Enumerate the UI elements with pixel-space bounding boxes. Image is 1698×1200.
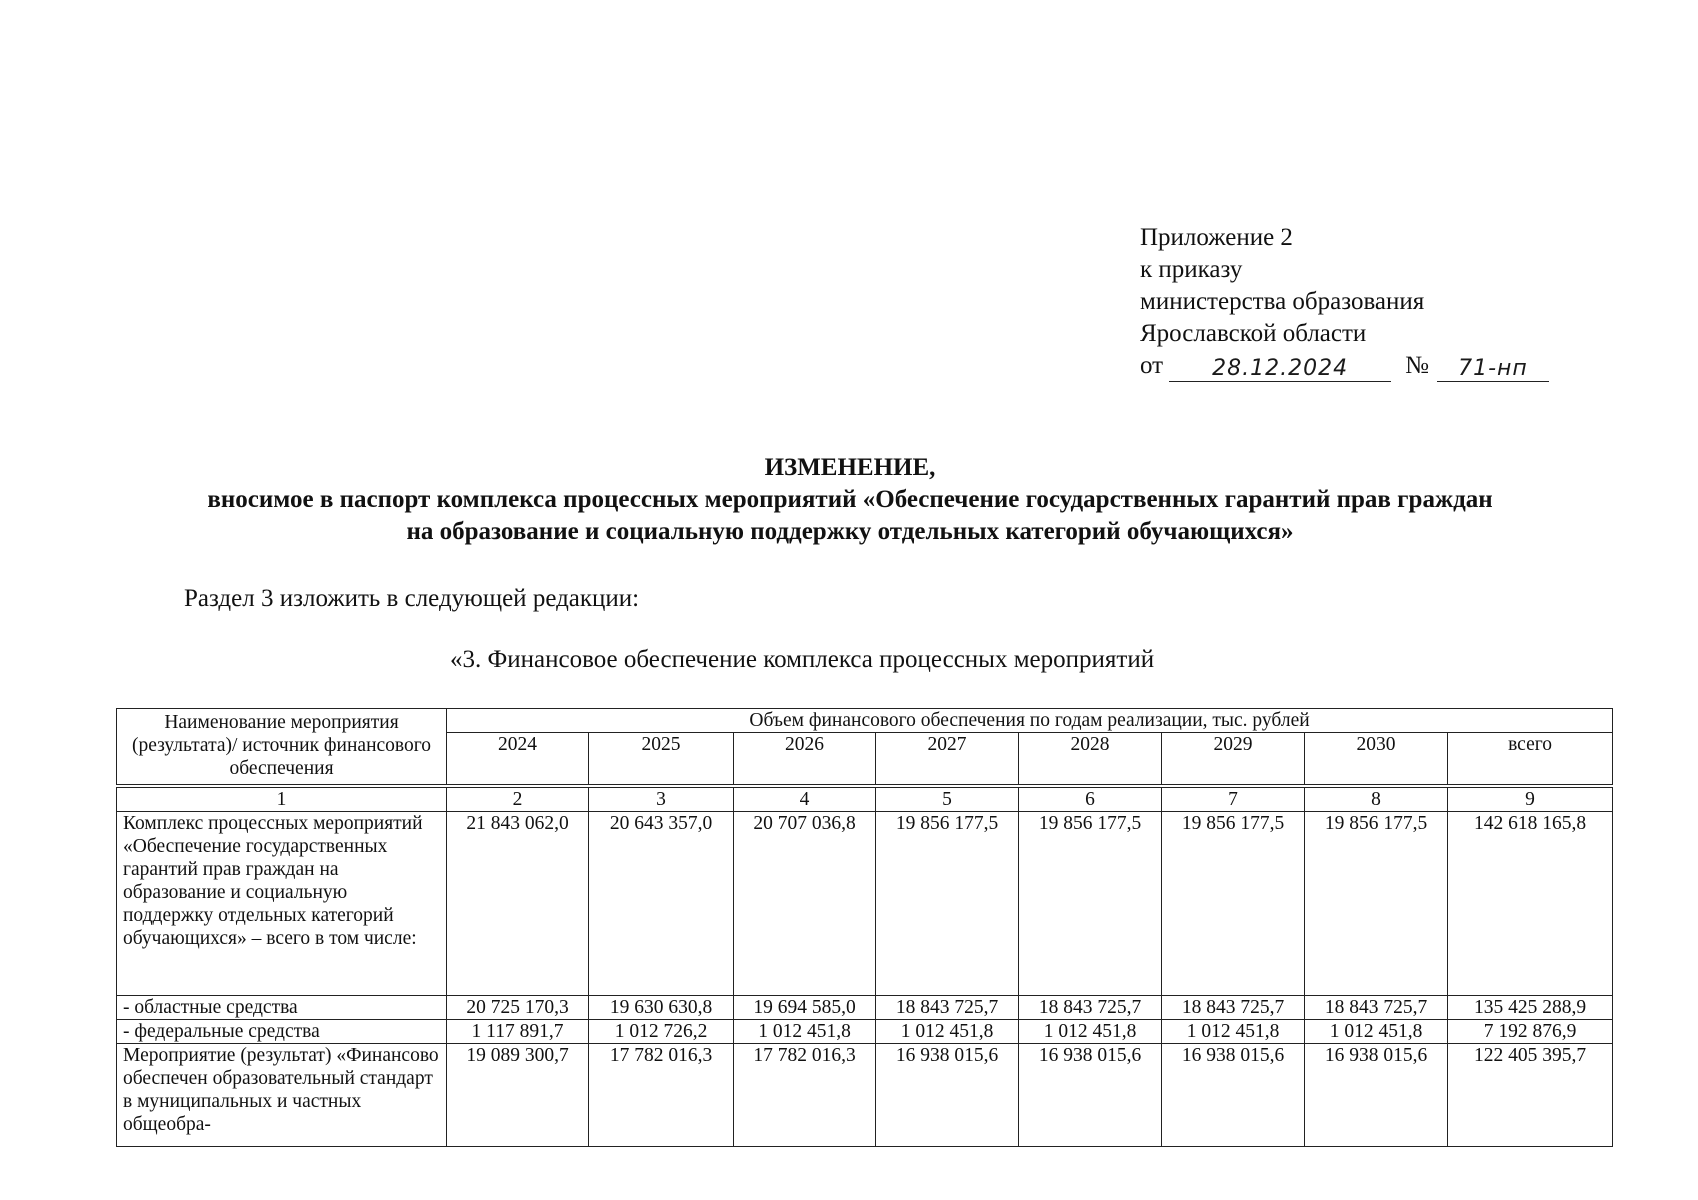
row-value: 17 782 016,3 bbox=[589, 1044, 734, 1147]
row-value: 16 938 015,6 bbox=[876, 1044, 1019, 1147]
document-title bbox=[90, 452, 1610, 548]
row-value: 17 782 016,3 bbox=[734, 1044, 876, 1147]
row-value: 19 856 177,5 bbox=[1019, 812, 1162, 996]
handwritten-date: 28.12.2024 bbox=[1169, 357, 1391, 382]
header-year: 2028 bbox=[1019, 733, 1162, 785]
title-subline-2: на образование и социальную поддержку отдельных категорий обучающихся» bbox=[406, 518, 1294, 545]
row-value: 1 012 451,8 bbox=[1019, 1020, 1162, 1044]
row-value: 19 694 585,0 bbox=[734, 996, 876, 1020]
row-value: 19 856 177,5 bbox=[1305, 812, 1448, 996]
header-year: 2024 bbox=[447, 733, 589, 785]
handwritten-number: 71-нп bbox=[1437, 357, 1549, 382]
column-number: 8 bbox=[1305, 788, 1448, 812]
column-number: 6 bbox=[1019, 788, 1162, 812]
row-total: 142 618 165,8 bbox=[1448, 812, 1613, 996]
row-value: 20 643 357,0 bbox=[589, 812, 734, 996]
financing-table bbox=[116, 708, 1613, 1147]
column-number: 9 bbox=[1448, 788, 1613, 812]
appendix-ministry: министерства образования bbox=[1140, 288, 1425, 315]
appendix-order-ref: к приказу bbox=[1140, 256, 1243, 283]
row-value: 1 117 891,7 bbox=[447, 1020, 589, 1044]
column-number: 4 bbox=[734, 788, 876, 812]
appendix-date-line bbox=[1140, 350, 1600, 382]
header-year: 2026 bbox=[734, 733, 876, 785]
row-value: 19 630 630,8 bbox=[589, 996, 734, 1020]
appendix-title: Приложение 2 bbox=[1140, 224, 1293, 251]
header-year: 2025 bbox=[589, 733, 734, 785]
row-total: 122 405 395,7 bbox=[1448, 1044, 1613, 1147]
table-row bbox=[117, 1044, 1613, 1147]
column-number: 1 bbox=[117, 788, 447, 812]
row-value: 16 938 015,6 bbox=[1305, 1044, 1448, 1147]
column-number-row bbox=[117, 788, 1613, 812]
row-name: - федеральные средства bbox=[117, 1020, 447, 1044]
row-value: 20 707 036,8 bbox=[734, 812, 876, 996]
header-year: 2029 bbox=[1162, 733, 1305, 785]
row-value: 16 938 015,6 bbox=[1019, 1044, 1162, 1147]
table-row bbox=[117, 812, 1613, 996]
appendix-region: Ярославской области bbox=[1140, 320, 1367, 347]
header-name: Наименование мероприятия (результата)/ источник финансового обеспечения bbox=[117, 709, 447, 785]
row-value: 20 725 170,3 bbox=[447, 996, 589, 1020]
number-sign: № bbox=[1405, 352, 1429, 379]
row-value: 18 843 725,7 bbox=[876, 996, 1019, 1020]
row-value: 1 012 451,8 bbox=[1305, 1020, 1448, 1044]
row-name: Мероприятие (результат) «Финансово обеспечен образовательный стандарт в муниципальных и частных общеобра- bbox=[117, 1044, 447, 1147]
row-name: Комплекс процессных мероприятий «Обеспечение государственных гарантий прав граждан на образование и социальную поддержку отдельных категорий обучающихся» – всего в том числе: bbox=[117, 812, 447, 996]
row-value: 19 089 300,7 bbox=[447, 1044, 589, 1147]
table-caption: «3. Финансовое обеспечение комплекса процессных мероприятий bbox=[450, 646, 1155, 673]
header-year: 2030 bbox=[1305, 733, 1448, 785]
row-value: 1 012 726,2 bbox=[589, 1020, 734, 1044]
row-value: 18 843 725,7 bbox=[1305, 996, 1448, 1020]
row-value: 19 856 177,5 bbox=[1162, 812, 1305, 996]
row-value: 16 938 015,6 bbox=[1162, 1044, 1305, 1147]
date-prefix: от bbox=[1140, 352, 1164, 379]
title-heading: ИЗМЕНЕНИЕ, bbox=[764, 454, 936, 481]
row-name: - областные средства bbox=[117, 996, 447, 1020]
title-subline-1: вносимое в паспорт комплекса процессных мероприятий «Обеспечение государственных гарантий прав граждан bbox=[207, 486, 1493, 513]
row-value: 21 843 062,0 bbox=[447, 812, 589, 996]
row-value: 1 012 451,8 bbox=[876, 1020, 1019, 1044]
row-value: 18 843 725,7 bbox=[1162, 996, 1305, 1020]
row-value: 1 012 451,8 bbox=[734, 1020, 876, 1044]
row-total: 7 192 876,9 bbox=[1448, 1020, 1613, 1044]
appendix-block bbox=[1140, 222, 1600, 382]
row-value: 19 856 177,5 bbox=[876, 812, 1019, 996]
row-value: 1 012 451,8 bbox=[1162, 1020, 1305, 1044]
header-total: всего bbox=[1448, 733, 1613, 785]
header-year: 2027 bbox=[876, 733, 1019, 785]
header-group: Объем финансового обеспечения по годам реализации, тыс. рублей bbox=[447, 709, 1613, 733]
column-number: 5 bbox=[876, 788, 1019, 812]
column-number: 7 bbox=[1162, 788, 1305, 812]
row-total: 135 425 288,9 bbox=[1448, 996, 1613, 1020]
section-note: Раздел 3 изложить в следующей редакции: bbox=[184, 585, 640, 612]
column-number: 2 bbox=[447, 788, 589, 812]
column-number: 3 bbox=[589, 788, 734, 812]
table-row bbox=[117, 1020, 1613, 1044]
row-value: 18 843 725,7 bbox=[1019, 996, 1162, 1020]
table-row bbox=[117, 996, 1613, 1020]
